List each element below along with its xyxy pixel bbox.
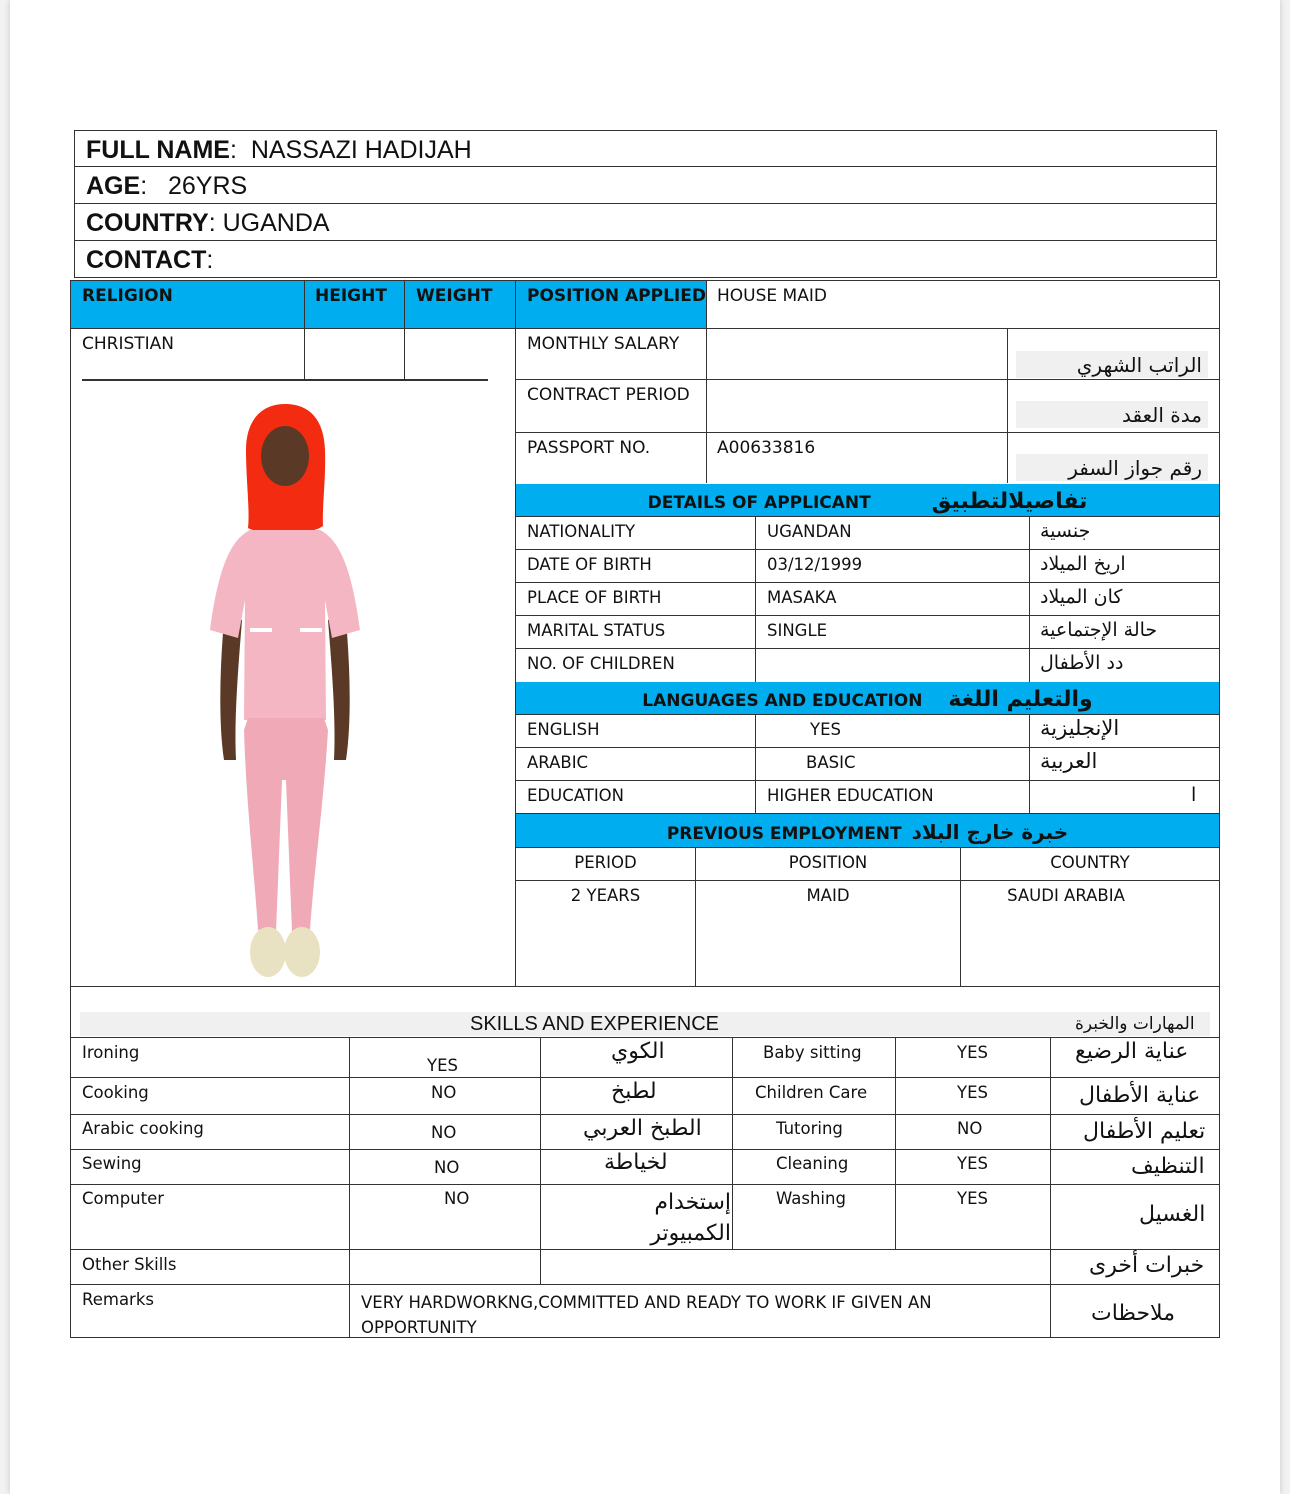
- divider: [71, 1114, 1219, 1115]
- passport-value: A00633816: [717, 438, 816, 458]
- skill-computer-value: NO: [444, 1189, 470, 1208]
- monthly-salary-arabic: الراتب الشهري: [1016, 351, 1208, 378]
- contact-row: CONTACT:: [74, 241, 1217, 278]
- divider: [732, 1037, 733, 1249]
- details-title-arabic: تفاصيلالتطبيق: [931, 489, 1088, 514]
- education-arabic: ا: [1191, 784, 1197, 806]
- skill-washing-arabic: الغسيل: [1139, 1202, 1206, 1227]
- skill-cooking-arabic: لطبخ: [611, 1079, 657, 1104]
- employment-title-arabic: خبرة خارج البلاد: [911, 820, 1069, 844]
- skill-childrencare-value: YES: [957, 1083, 988, 1102]
- employment-table: [516, 847, 1219, 986]
- passport-label: PASSPORT NO.: [527, 438, 651, 458]
- other-skills-label: Other Skills: [82, 1255, 177, 1274]
- arabic-lang-arabic: العربية: [1040, 749, 1098, 773]
- position-applied-label: POSITION APPLIED: [527, 286, 706, 306]
- arabic-label: ARABIC: [527, 753, 589, 772]
- marital-arabic: حالة الإجتماعية: [1040, 619, 1158, 641]
- applicant-photo: [190, 400, 380, 985]
- skill-washing-label: Washing: [776, 1189, 846, 1208]
- divider: [516, 714, 1219, 715]
- dob-label: DATE OF BIRTH: [527, 555, 652, 574]
- other-skills-arabic: خبرات أخرى: [1089, 1253, 1205, 1278]
- skill-tutoring-value: NO: [957, 1119, 983, 1138]
- age-value: 26YRS: [167, 172, 248, 200]
- divider: [516, 847, 1219, 848]
- divider: [1029, 516, 1030, 682]
- divider: [516, 747, 1219, 748]
- skill-babysitting-value: YES: [957, 1043, 988, 1062]
- skill-babysitting-label: Baby sitting: [763, 1043, 862, 1062]
- skill-arabiccooking-value: NO: [431, 1123, 457, 1142]
- height-label: HEIGHT: [315, 286, 387, 306]
- skill-cleaning-label: Cleaning: [776, 1154, 849, 1173]
- languages-title-arabic: والتعليم اللغة: [948, 687, 1093, 712]
- skill-sewing-value: NO: [434, 1158, 460, 1177]
- skill-cleaning-value: YES: [957, 1154, 988, 1173]
- divider: [516, 780, 1219, 781]
- english-arabic: الإنجليزية: [1040, 716, 1120, 740]
- english-value: YES: [810, 720, 841, 739]
- nationality-label: NATIONALITY: [527, 522, 636, 541]
- height-value: [305, 329, 405, 334]
- skills-title-arabic: المهارات والخبرة: [1075, 1014, 1195, 1034]
- full-name-label: FULL NAME: [86, 136, 230, 164]
- skill-tutoring-arabic: تعليم الأطفال: [1083, 1119, 1206, 1144]
- skill-tutoring-label: Tutoring: [776, 1119, 843, 1138]
- skill-sewing-label: Sewing: [82, 1154, 142, 1173]
- divider: [71, 1037, 1219, 1038]
- pob-value: MASAKA: [767, 588, 837, 607]
- details-section-header: [516, 484, 1219, 516]
- skill-childrencare-label: Children Care: [755, 1083, 868, 1102]
- age-row: AGE: 26YRS: [74, 167, 1217, 204]
- skill-computer-label: Computer: [82, 1189, 165, 1208]
- divider: [1007, 328, 1008, 483]
- children-label: NO. OF CHILDREN: [527, 654, 675, 673]
- religion-label: RELIGION: [82, 286, 173, 306]
- weight-value: [406, 329, 516, 334]
- education-value: HIGHER EDUCATION: [767, 786, 934, 805]
- skill-arabiccooking-arabic: الطبخ العربي: [583, 1116, 702, 1141]
- full-name-row: FULL NAME: NASSAZI HADIJAH: [74, 130, 1217, 167]
- skill-cooking-label: Cooking: [82, 1083, 149, 1102]
- skills-title: SKILLS AND EXPERIENCE: [470, 1013, 719, 1035]
- religion-value: CHRISTIAN: [82, 334, 175, 354]
- divider: [755, 714, 756, 814]
- dob-arabic: اريخ الميلاد: [1040, 553, 1126, 575]
- marital-label: MARITAL STATUS: [527, 621, 666, 640]
- skill-ironing-value: YES: [427, 1056, 458, 1075]
- languages-table: [516, 714, 1219, 814]
- english-label: ENGLISH: [527, 720, 600, 739]
- period-header: PERIOD: [574, 853, 637, 872]
- divider: [516, 582, 1219, 583]
- age-label: AGE: [86, 172, 141, 200]
- contract-period-label: CONTRACT PERIOD: [527, 385, 690, 405]
- divider: [516, 648, 1219, 649]
- passport-arabic: رقم جواز السفر: [1016, 454, 1208, 481]
- remarks-value: VERY HARDWORKNG,COMMITTED AND READY TO WORK IF GIVEN AN OPPORTUNITY: [361, 1293, 932, 1337]
- divider: [540, 1037, 541, 1284]
- remarks-arabic: ملاحظات: [1091, 1301, 1175, 1326]
- period-value: 2 YEARS: [570, 886, 641, 905]
- divider: [1050, 1037, 1051, 1337]
- divider: [82, 379, 488, 381]
- employment-section-header: [516, 814, 1219, 847]
- divider: [755, 516, 756, 682]
- full-name-value: NASSAZI HADIJAH: [250, 136, 472, 164]
- country-header: COUNTRY: [1050, 853, 1130, 872]
- nationality-value: UGANDAN: [767, 522, 852, 541]
- education-label: EDUCATION: [527, 786, 625, 805]
- divider: [71, 1077, 1219, 1078]
- skill-cleaning-arabic: التنظيف: [1131, 1154, 1205, 1179]
- languages-title: LANGUAGES AND EDUCATION: [642, 691, 923, 711]
- divider: [516, 549, 1219, 550]
- skill-washing-value: YES: [957, 1189, 988, 1208]
- remarks-label: Remarks: [82, 1290, 154, 1309]
- skill-arabiccooking-label: Arabic cooking: [82, 1119, 204, 1138]
- country-row: COUNTRY: UGANDA: [74, 204, 1217, 241]
- details-title: DETAILS OF APPLICANT: [647, 493, 871, 513]
- skill-computer-arabic: إستخدام الكمبيوتر: [650, 1190, 731, 1246]
- position-header: POSITION: [788, 853, 868, 872]
- weight-label: WEIGHT: [416, 286, 493, 306]
- divider: [1029, 714, 1030, 814]
- monthly-salary-label: MONTHLY SALARY: [527, 334, 680, 354]
- divider: [516, 615, 1219, 616]
- employment-title: PREVIOUS EMPLOYMENT: [666, 824, 902, 844]
- position-applied-value: HOUSE MAID: [717, 286, 827, 306]
- pob-label: PLACE OF BIRTH: [527, 588, 662, 607]
- pob-arabic: كان الميلاد: [1040, 586, 1123, 608]
- skill-babysitting-arabic: عناية الرضيع: [1075, 1039, 1189, 1064]
- details-table: [516, 516, 1219, 682]
- divider: [516, 516, 1219, 517]
- contact-label: CONTACT: [86, 246, 207, 274]
- arabic-value: BASIC: [806, 753, 856, 772]
- languages-section-header: [516, 682, 1219, 714]
- skill-ironing-label: Ironing: [82, 1043, 140, 1062]
- skill-sewing-arabic: لخياطة: [604, 1150, 668, 1175]
- document-page: [10, 0, 1280, 1494]
- position-value: MAID: [806, 886, 850, 905]
- country-label: COUNTRY: [86, 209, 209, 237]
- divider: [349, 1037, 350, 1337]
- divider: [71, 1284, 1219, 1285]
- contract-period-arabic: مدة العقد: [1016, 401, 1208, 428]
- divider: [71, 1249, 1219, 1250]
- skill-childrencare-arabic: عناية الأطفال: [1079, 1083, 1201, 1108]
- divider: [516, 880, 1219, 881]
- nationality-arabic: جنسية: [1040, 520, 1091, 542]
- divider: [71, 1184, 1219, 1185]
- children-arabic: دد الأطفال: [1040, 652, 1124, 674]
- divider: [895, 1037, 896, 1249]
- country-value: UGANDA: [222, 209, 330, 237]
- skill-ironing-arabic: الكوي: [611, 1039, 665, 1064]
- dob-value: 03/12/1999: [767, 555, 863, 574]
- skills-table: [71, 1037, 1219, 1337]
- marital-value: SINGLE: [767, 621, 828, 640]
- skill-cooking-value: NO: [431, 1083, 457, 1102]
- country-value: SAUDI ARABIA: [1007, 886, 1125, 905]
